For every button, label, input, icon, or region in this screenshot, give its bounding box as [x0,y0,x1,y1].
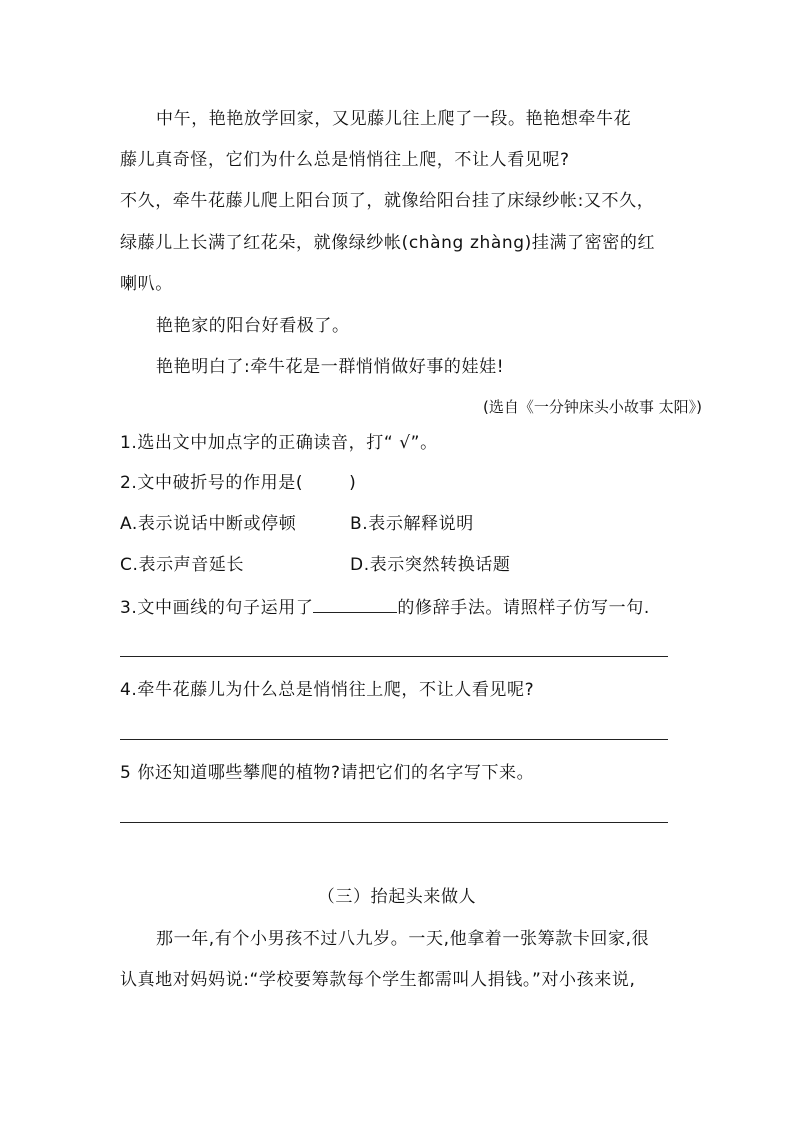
section-3-line-1: 那一年,有个小男孩不过八九岁。一天,他拿着一张筹款卡回家,很 [156,929,650,949]
answer-line-4[interactable] [120,739,668,740]
question-4: 4.牵牛花藤儿为什么总是悄悄往上爬，不让人看见呢? [120,680,535,700]
question-3-text: 3.文中画线的句子运用了 [120,598,314,618]
section-3-line-2: 认真地对妈妈说:“学校要筹款每个学生都需叫人捐钱。”对小孩来说, [120,970,636,990]
answer-line-5[interactable] [120,822,668,823]
fill-blank[interactable] [313,596,397,613]
question-2-text: 2.文中破折号的作用是( [120,473,304,493]
option-a: A.表示说话中断或停顿 [120,514,297,534]
question-2 [120,472,356,494]
option-d: D.表示突然转换话题 [350,555,511,575]
paragraph-2-line-2: 绿藤儿上长满了红花朵，就像绿纱帐(chàng zhàng)挂满了密密的红 [120,233,656,253]
option-b: B.表示解释说明 [350,514,474,534]
paragraph-1-line-2: 藤儿真奇怪，它们为什么总是悄悄往上爬，不让人看见呢? [120,150,570,170]
question-2-close: ) [349,473,357,493]
paragraph-3: 艳艳家的阳台好看极了。 [156,316,350,336]
question-1: 1.选出文中加点字的正确读音，打“ √”。 [120,433,438,453]
paragraph-2-line-1: 不久，牵牛花藤儿爬上阳台顶了，就像给阳台挂了床绿纱帐:又不久， [120,191,655,211]
source-citation: (选自《一分钟床头小故事 太阳》) [483,398,702,416]
question-5: 5 你还知道哪些攀爬的植物?请把它们的名字写下来。 [120,763,535,783]
paragraph-1-line-1: 中午，艳艳放学回家，又见藤儿往上爬了一段。艳艳想牵牛花 [156,109,632,129]
paragraph-4: 艳艳明白了:牵牛花是一群悄悄做好事的娃娃! [156,357,505,377]
option-c: C.表示声音延长 [120,555,245,575]
question-3-text-end: 的修辞手法。请照样子仿写一句. [397,598,650,618]
answer-line-3[interactable] [120,656,668,657]
paragraph-2-line-3: 喇叭。 [120,274,173,294]
question-3 [120,596,650,619]
section-3-title: （三）抬起头来做人 [317,887,477,907]
